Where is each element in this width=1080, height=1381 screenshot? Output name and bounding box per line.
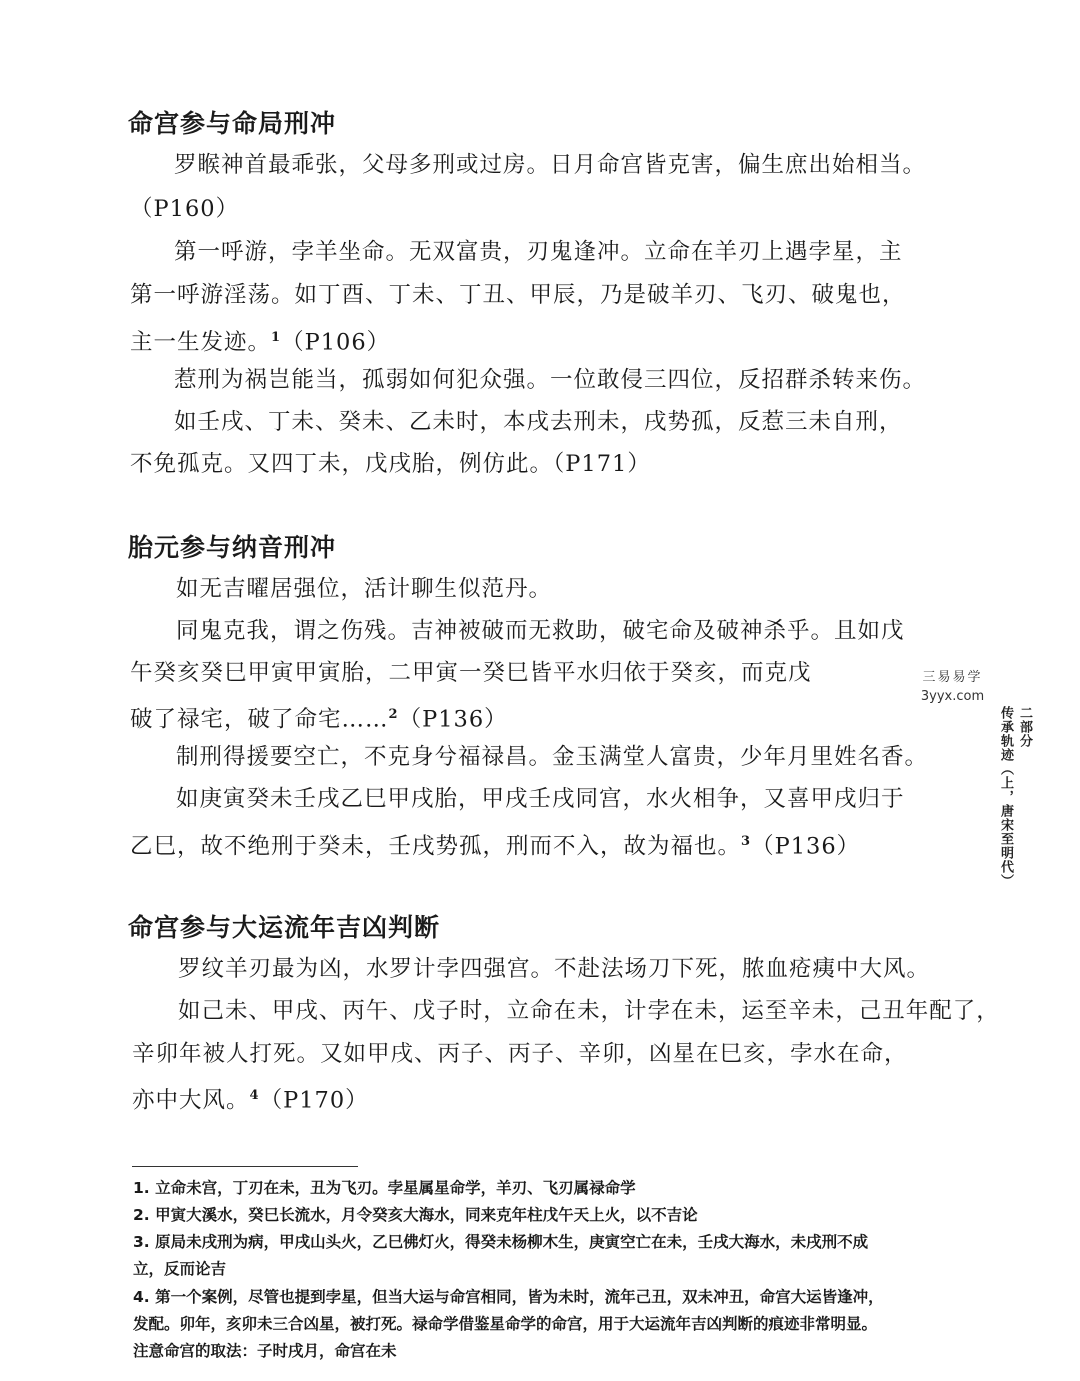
body-line: 亦中大风。$^4$（P170）: [132, 1087, 369, 1114]
body-line: 如壬戌、丁未、癸未、乙未时，本戌去刑未，戌势孤，反惹三未自刑，: [174, 409, 903, 435]
side-tab: [998, 706, 1034, 952]
body-line: 惹刑为祸岂能当，孤弱如何犯众强。一位敢侵三四位，反招群杀转来伤。: [174, 367, 927, 393]
body-line: 乙巳，故不绝刑于癸未，壬戌势孤，刑而不入，故为福也。$^3$（P136）: [130, 833, 861, 860]
footnote: 发配。卯年，亥卯未三合凶星，被打死。禄命学借鉴星命学的命宫，用于大运流年吉凶判断的痕迹非常明显。: [133, 1315, 878, 1333]
body-line: （P160）: [130, 196, 240, 222]
body-line: 辛卯年被人打死。又如甲戌、丙子、丙子、辛卯，凶星在巳亥，孛水在命，: [132, 1041, 908, 1067]
body-line: 破了禄宅，破了命宅……$^2$（P136）: [130, 706, 508, 733]
body-line: 不免孤克。又四丁未，戊戌胎，例仿此。（P171）: [130, 451, 651, 477]
footnote-marker: 1: [271, 330, 282, 345]
watermark-text: 三易易学: [922, 670, 983, 685]
footnote: 3. 原局未戌刑为病，甲戌山头火，乙巳佛灯火，得癸未杨柳木生，庚寅空亡在未，壬戌大海水，未戌刑不成: [133, 1233, 869, 1251]
side-tab-part: 二部分: [1017, 706, 1032, 748]
body-line: 制刑得援要空亡，不克身兮福禄昌。金玉满堂人富贵，少年月里姓名香。: [176, 744, 929, 770]
footnote-marker: 4: [249, 1088, 260, 1103]
footnote-marker: 2: [388, 707, 399, 722]
body-line: 罗睺神首最乖张，父母多刑或过房。日月命宫皆克害，偏生庶出始相当。: [174, 152, 927, 178]
watermark: [905, 668, 1000, 706]
footnote: 立，反而论吉: [133, 1260, 227, 1278]
footnote: 4. 第一个案例，尽管也提到孛星，但当大运与命宫相同，皆为未时，流年己丑，双未冲丑，命宫大运皆逢冲，: [133, 1288, 884, 1306]
side-tab-title: 传承轨迹（上，唐宋至明代）: [998, 706, 1013, 888]
body-line: 罗纹羊刃最为凶，水罗计孛四强宫。不赴法场刀下死，脓血疮痍中大风。: [178, 956, 931, 982]
watermark-url: 3yyx.com: [920, 689, 985, 704]
footnote-marker: 3: [741, 834, 752, 849]
body-line: 同鬼克我，谓之伤残。吉神被破而无救助，破宅命及破神杀乎。且如戊: [176, 618, 905, 644]
body-line: 如无吉曜居强位，活计聊生似范丹。: [176, 576, 553, 602]
body-line: 午癸亥癸巳甲寅甲寅胎，二甲寅一癸巳皆平水归依于癸亥，而克戊: [130, 660, 812, 686]
footnote-rule: [132, 1166, 358, 1167]
footnote: 1. 立命未宫，丁刃在未，丑为飞刃。孛星属星命学，羊刃、飞刃属禄命学: [133, 1179, 636, 1197]
footnote: 2. 甲寅大溪水，癸巳长流水，月令癸亥大海水，同来克年柱戊午天上火，以不吉论: [133, 1206, 698, 1224]
body-line: 第一呼游，孛羊坐命。无双富贵，刃鬼逢冲。立命在羊刃上遇孛星，主: [174, 239, 903, 265]
footnote: 注意命宫的取法：子时戌月，命宫在未: [133, 1342, 397, 1360]
section-heading: 命宫参与命局刑冲: [128, 109, 337, 138]
section-heading: 命宫参与大运流年吉凶判断: [128, 913, 441, 942]
body-line: 如庚寅癸未壬戌乙巳甲戌胎，甲戌壬戌同宫，水火相争，又喜甲戌归于: [176, 786, 905, 812]
body-line: 第一呼游淫荡。如丁酉、丁未、丁丑、甲辰，乃是破羊刃、飞刃、破鬼也，: [130, 282, 906, 308]
body-line: 主一生发迹。$^1$（P106）: [130, 329, 391, 356]
section-heading: 胎元参与纳音刑冲: [128, 533, 337, 562]
body-line: 如己未、甲戌、丙午、戊子时，立命在未，计孛在未，运至辛未，己丑年配了，: [178, 998, 1000, 1024]
